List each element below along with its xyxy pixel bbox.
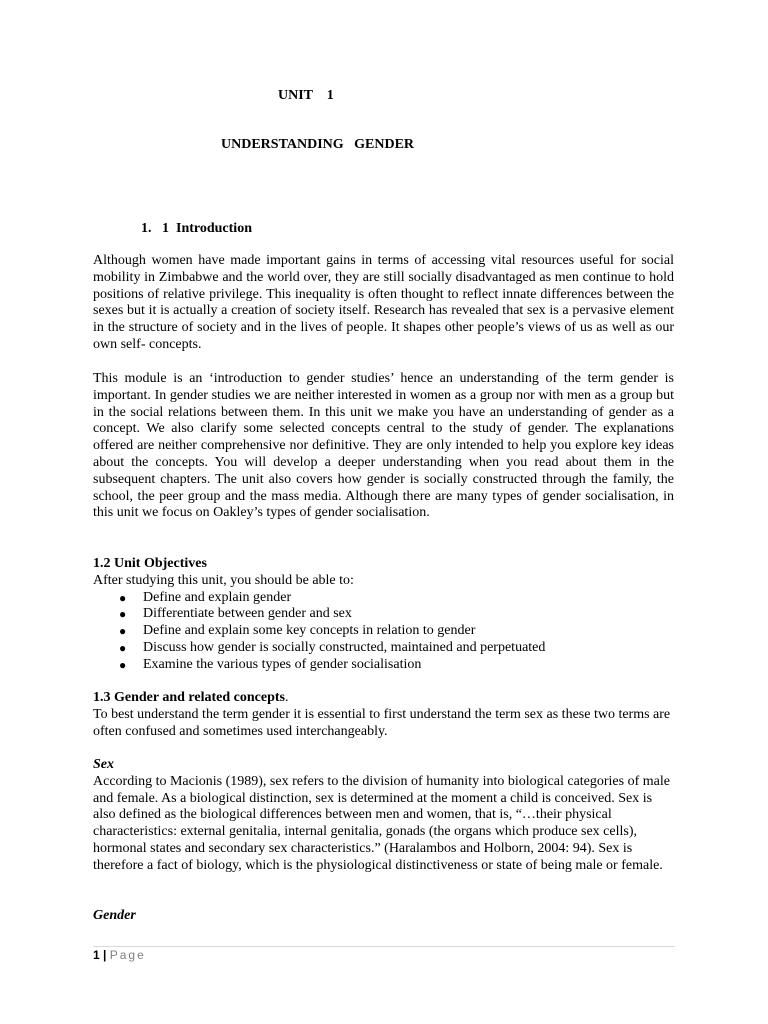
unit-title: UNIT 1 [278, 88, 334, 103]
page-number: 1 [93, 948, 100, 962]
sex-paragraph: According to Macionis (1989), sex refers to the division of humanity into biological categories of male and female. As a biological distinction, sex is determined at the moment a child is conceived. Sex is also defined as the biological differences between men and women, that is, “…their physical characteristics: external genitalia, internal genitalia, gonads (the organs which produce sex cells), hormonal states and secondary sex characteristics.” (Haralambos and Holborn, 2004: 94). Sex is therefore a fact of biology, which is the physiological distinctiveness or state of being male or female. [93, 773, 670, 873]
list-item [93, 590, 674, 607]
objective-text: Define and explain gender [143, 589, 292, 605]
concepts-heading: 1.3 Gender and related concepts [93, 690, 285, 705]
bullet-icon: ● [119, 590, 127, 605]
sex-section [93, 757, 674, 875]
bullet-icon: ● [119, 640, 127, 655]
introduction-paragraph: Although women have made important gains in terms of accessing vital resources useful for social mobility in Zimbabwe and the world over, they are still socially disadvantaged as men continue to hold positions of relative privilege. This inequality is often thought to reflect innate differences between the sexes but it is actually a creation of society itself. Research has revealed that sex is a pervasive element in the structure of society and in the lives of people. It shapes other people’s views of us as well as our own self- concepts. [93, 253, 674, 352]
bullet-icon: ● [119, 607, 127, 622]
module-paragraph: This module is an ‘introduction to gender studies’ hence an understanding of the term gender is important. In gender studies we are neither interested in women as a group nor with men as a group but in the social relations between them. In this unit we make you have an understanding of gender as a concept. We also clarify some selected concepts central to the study of gender. The explanations offered are neither comprehensive nor definitive. They are only intended to help you explore key ideas about the concepts. You will develop a deeper understanding when you read about them in the subsequent chapters. The unit also covers how gender is socially constructed through the family, the school, the peer group and the mass media. Although there are many types of gender socialisation, in this unit we focus on Oakley’s types of gender socialisation. [93, 371, 674, 521]
sex-heading: Sex [93, 757, 114, 772]
footer-separator: | [99, 948, 110, 962]
objective-text: Examine the various types of gender socialisation [143, 656, 422, 672]
introduction-heading: 1. 1 Introduction [141, 221, 252, 236]
footer-divider [93, 946, 675, 947]
page-footer [93, 948, 146, 962]
objective-text: Define and explain some key concepts in relation to gender [143, 623, 476, 639]
concepts-paragraph: To best understand the term gender it is essential to first understand the term sex as these two terms are often confused and sometimes used interchangeably. [93, 706, 671, 739]
unit-subtitle: UNDERSTANDING GENDER [221, 137, 415, 152]
objectives-heading: 1.2 Unit Objectives [93, 556, 207, 571]
concepts-heading-period: . [284, 690, 289, 705]
objectives-intro: After studying this unit, you should be able to: [93, 572, 354, 588]
list-item [93, 606, 674, 623]
bullet-icon: ● [119, 657, 127, 672]
objectives-section [93, 556, 674, 674]
objectives-list [93, 590, 674, 674]
list-item [93, 640, 674, 657]
page-label: Page [109, 948, 146, 962]
concepts-heading-line [93, 690, 674, 707]
objective-text: Differentiate between gender and sex [143, 606, 352, 622]
objective-text: Discuss how gender is socially constructed, maintained and perpetuated [143, 639, 546, 655]
list-item [93, 623, 674, 640]
gender-heading: Gender [93, 908, 136, 923]
concepts-section [93, 690, 674, 740]
bullet-icon: ● [119, 624, 127, 639]
list-item [93, 657, 674, 674]
